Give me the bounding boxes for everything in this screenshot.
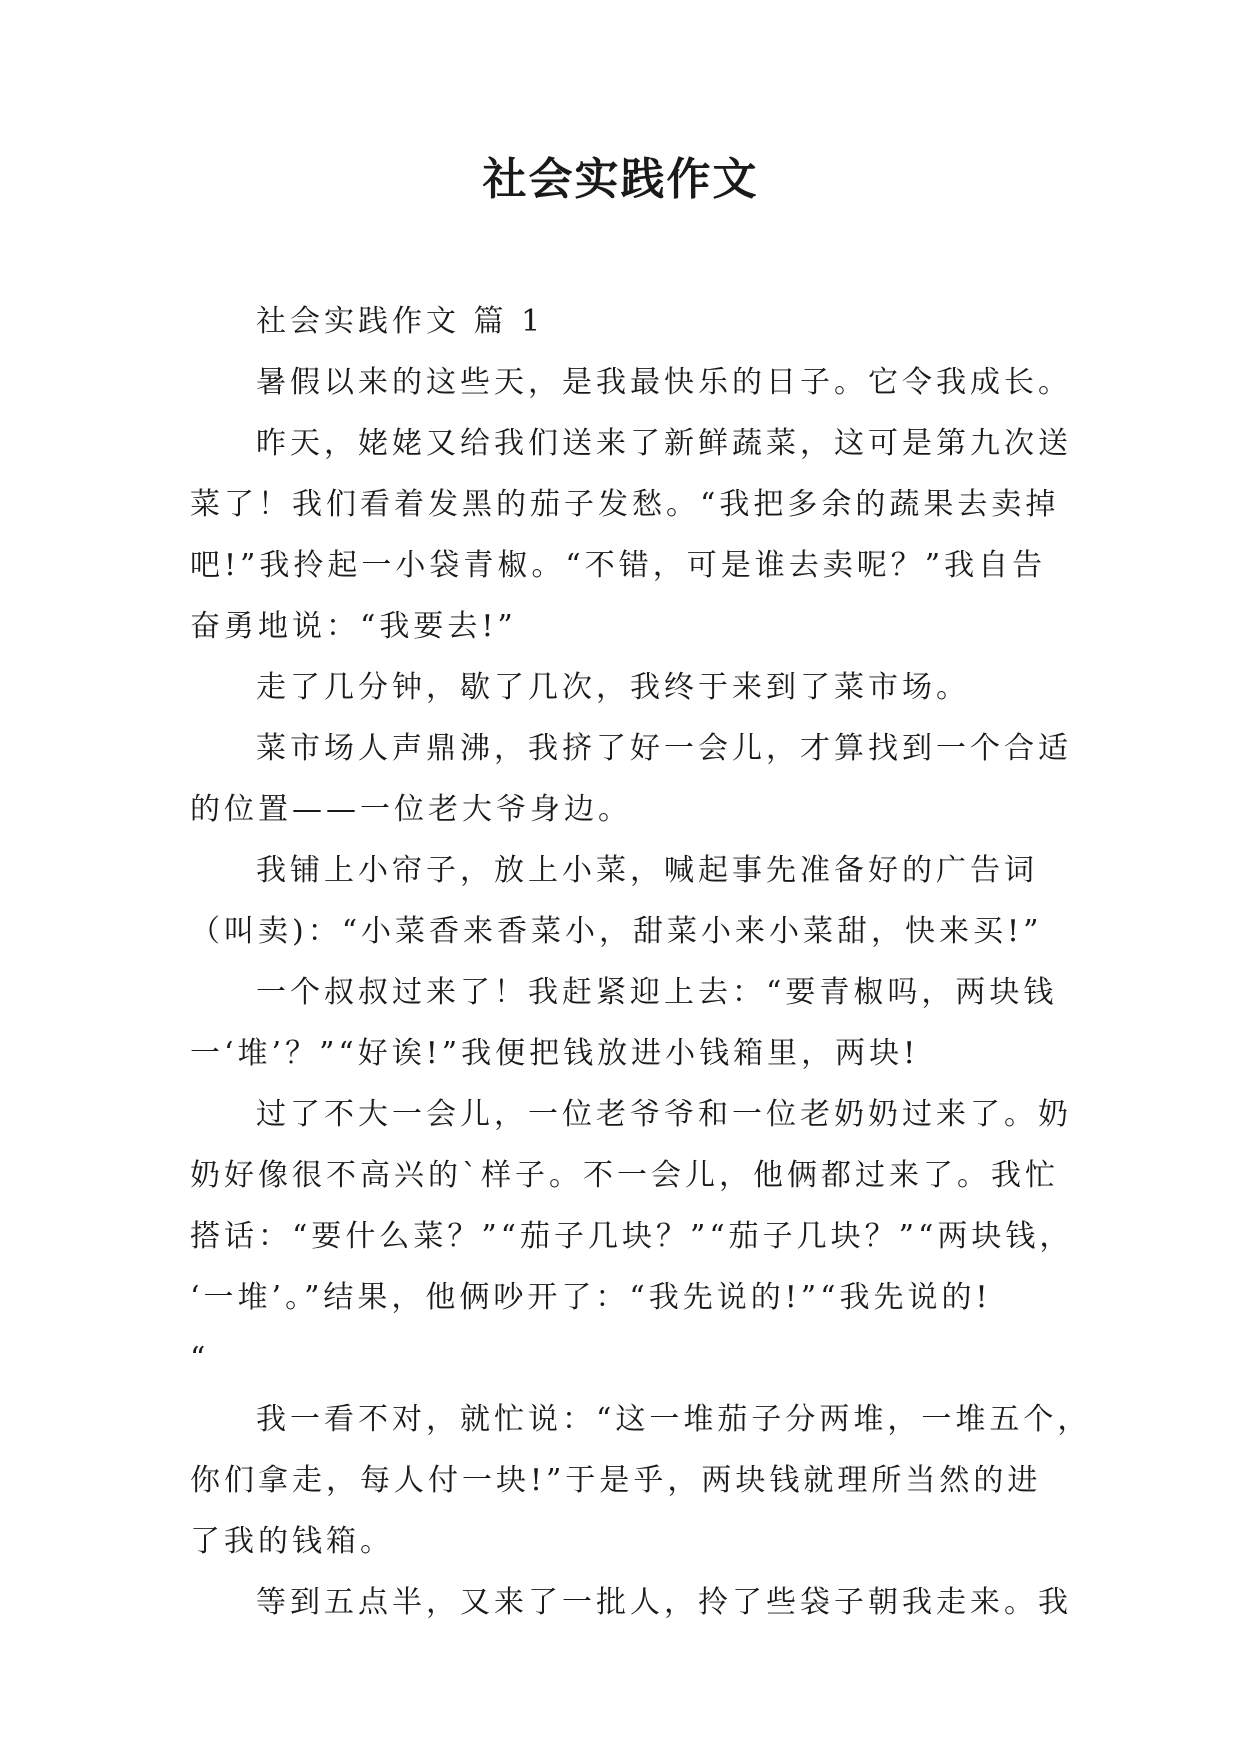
text-line: “ [190, 1341, 210, 1376]
document-title: 社会实践作文 [482, 154, 759, 205]
text-line: 一‘堆’？”“好诶!”我便把钱放进小钱箱里，两块! [190, 1036, 920, 1071]
text-line: ‘一堆’。”结果，他俩吵开了：“我先说的!”“我先说的! [190, 1280, 992, 1315]
text-line: 奶好像很不高兴的`样子。不一会儿，他俩都过来了。我忙 [190, 1158, 1059, 1193]
text-line: 了我的钱箱。 [190, 1524, 394, 1559]
text-line: 菜了！我们看着发黑的茄子发愁。“我把多余的蔬果去卖掉 [190, 487, 1060, 522]
text-line: （叫卖)：“小菜香来香菜小，甜菜小来小菜甜，快来买!” [190, 914, 1043, 949]
text-line: 社会实践作文 篇 1 [256, 304, 545, 339]
text-line: 的位置——一位老大爷身边。 [190, 792, 632, 827]
text-line: 过了不大一会儿，一位老爷爷和一位老奶奶过来了。奶 [256, 1097, 1072, 1132]
text-line: 暑假以来的这些天，是我最快乐的日子。它令我成长。 [256, 365, 1072, 400]
text-line: 搭话：“要什么菜？”“茄子几块？”“茄子几块？”“两块钱， [190, 1219, 1074, 1254]
text-line: 菜市场人声鼎沸，我挤了好一会儿，才算找到一个合适 [256, 731, 1072, 766]
text-line: 奋勇地说：“我要去!” [190, 609, 517, 644]
text-line: 等到五点半，又来了一批人，拎了些袋子朝我走来。我 [256, 1585, 1072, 1620]
text-line: 一个叔叔过来了！我赶紧迎上去：“要青椒吗，两块钱 [256, 975, 1058, 1010]
text-line: 我铺上小帘子，放上小菜，喊起事先准备好的广告词 [256, 853, 1038, 888]
text-line: 昨天，姥姥又给我们送来了新鲜蔬菜，这可是第九次送 [256, 426, 1072, 461]
text-line: 吧!”我拎起一小袋青椒。“不错，可是谁去卖呢？”我自告 [190, 548, 1047, 583]
document-body [190, 291, 1092, 1633]
text-line: 我一看不对，就忙说：“这一堆茄子分两堆，一堆五个， [256, 1402, 1092, 1437]
text-line: 你们拿走，每人付一块!”于是乎，两块钱就理所当然的进 [190, 1463, 1042, 1498]
text-line: 走了几分钟，歇了几次，我终于来到了菜市场。 [256, 670, 970, 705]
